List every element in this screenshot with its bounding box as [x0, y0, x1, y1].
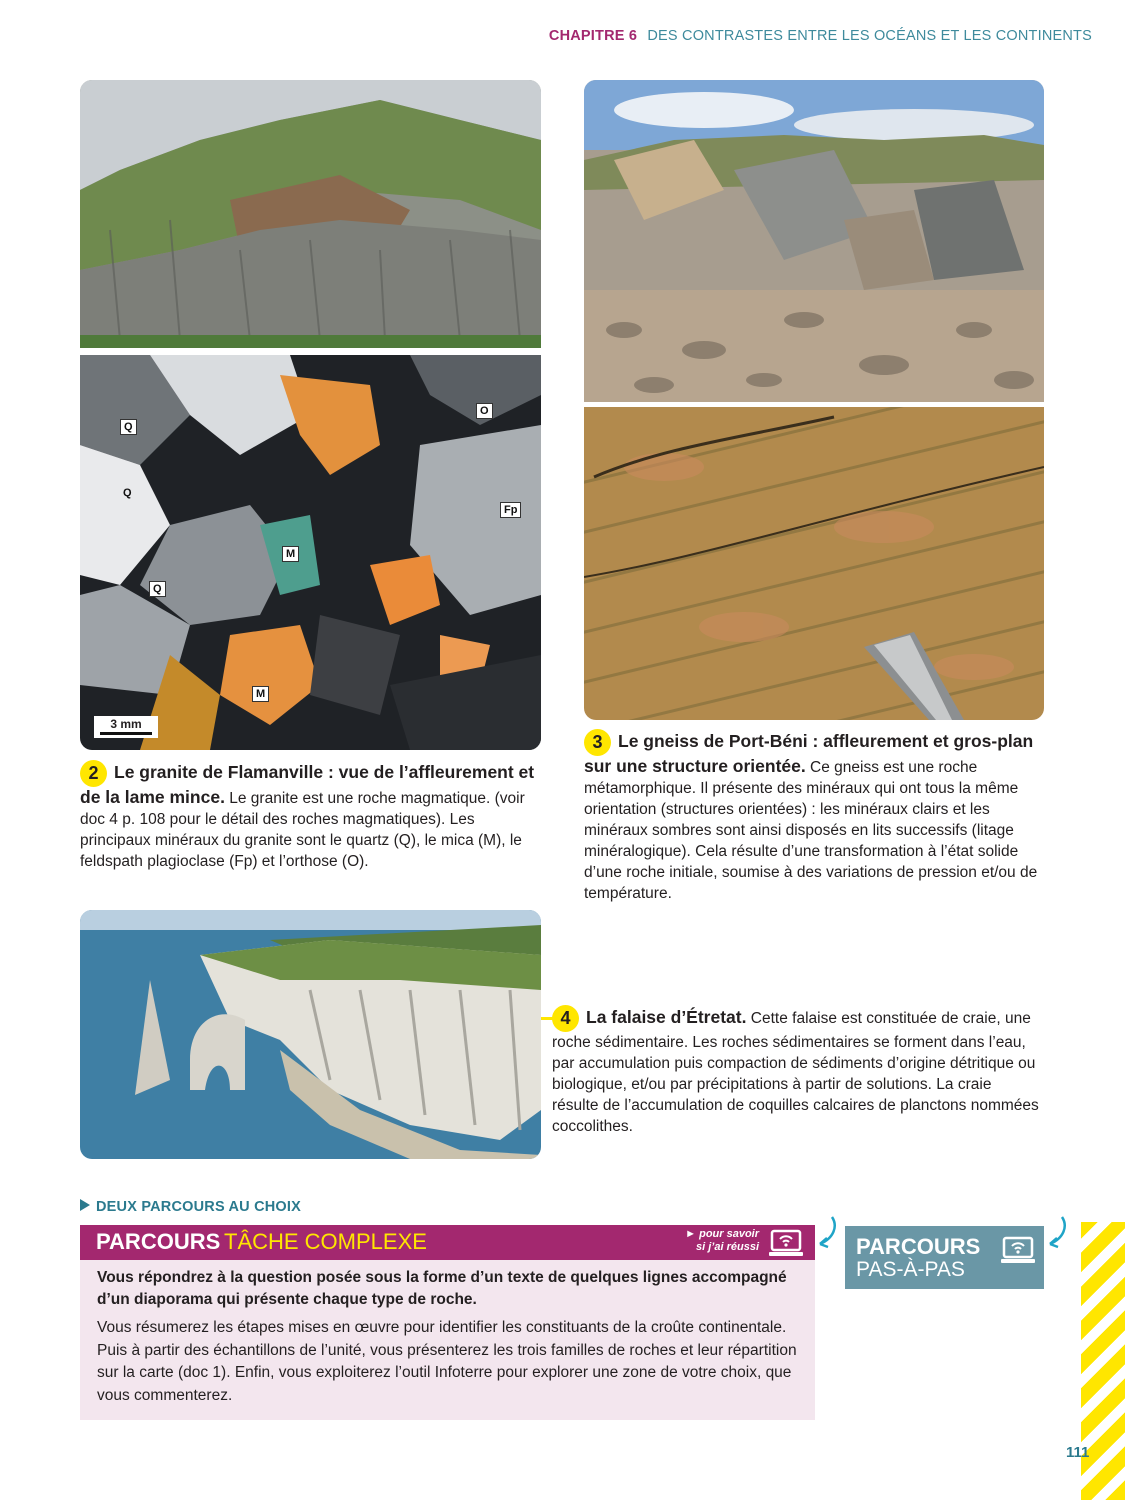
self-check-link[interactable]: ► pour savoir si j’ai réussi	[685, 1228, 759, 1253]
doc2-number: 2	[80, 760, 107, 787]
label-orthose: O	[476, 403, 493, 419]
self-check-line1: pour savoir	[699, 1228, 759, 1240]
chapter-label: CHAPITRE 6	[548, 28, 638, 44]
parcours-label: PARCOURS	[96, 1229, 221, 1254]
curved-arrow-icon	[1042, 1214, 1068, 1250]
label-quartz-2: Q	[123, 487, 132, 499]
doc2-text: Le granite est une roche magmatique. (voir doc 4 p. 108 pour le détail des roches magmatiques). Les principaux minéraux du granite sont le quartz (Q), le mica (M), le feldspath plagioclase (Fp) et l’orthose (O).	[80, 790, 525, 870]
parcours-pas-a-pas-box[interactable]	[845, 1226, 1044, 1289]
parcours-choice-label: DEUX PARCOURS AU CHOIX	[96, 1199, 301, 1215]
gneiss-outcrop-photo	[584, 80, 1044, 402]
parcours-choice-heading	[80, 1199, 301, 1215]
tache-complexe-label: TÂCHE COMPLEXE	[224, 1229, 427, 1254]
doc4-title: La falaise d’Étretat.	[586, 1007, 747, 1027]
curved-arrow-icon	[812, 1214, 838, 1250]
running-header	[549, 28, 1092, 44]
laptop-wifi-icon[interactable]	[769, 1228, 803, 1258]
doc4-number: 4	[552, 1005, 579, 1032]
label-mica-2: M	[252, 686, 269, 702]
doc3-title: Le gneiss de Port-Béni : affleurement et gros-plan sur une structure orientée.	[584, 731, 1034, 776]
page-number: 111	[1066, 1444, 1090, 1461]
scale-bar	[94, 716, 158, 738]
gneiss-closeup-photo	[584, 407, 1044, 720]
doc4-caption	[552, 1005, 1042, 1137]
doc3-text: Ce gneiss est une roche métamorphique. Il présente des minéraux qui ont tous la même orientation (structures orientées) : les minéraux clairs et les minéraux sombres sont ainsi disposés en lits successifs (litage minéralogique). Cela résulte d’une transformation à l’état solide d’une roche initiale, soumise à des variations de pression et/ou de température.	[584, 759, 1038, 902]
label-feldspath: Fp	[500, 502, 521, 518]
doc3-caption	[584, 729, 1044, 904]
etretat-cliff-photo	[80, 910, 541, 1159]
doc3-number: 3	[584, 729, 611, 756]
label-mica-1: M	[282, 546, 299, 562]
pap-line1: PARCOURS	[856, 1234, 981, 1259]
laptop-wifi-icon[interactable]	[1001, 1235, 1035, 1265]
granite-outcrop-photo	[80, 80, 541, 348]
doc2-caption	[80, 760, 540, 872]
parcours-tache-complexe-body	[80, 1260, 815, 1420]
granite-thin-section-photo	[80, 355, 541, 750]
tache-body-text: Vous résumerez les étapes mises en œuvre pour identifier les constituants de la croûte continentale. Puis à partir des échantillons de l’unité, vous présenterez les trois familles de roches et leur répartition sur la carte (doc 1). Enfin, vous exploiterez l’outil Infoterre pour explorer une zone de votre choix, que vous commenterez.	[97, 1319, 797, 1404]
tache-lead-text: Vous répondrez à la question posée sous la forme d’un texte de quelques lignes accompagné d’un diaporama qui présente chaque type de roche.	[97, 1269, 787, 1308]
pap-line2: PAS-À-PAS	[856, 1258, 965, 1281]
scale-label: 3 mm	[110, 717, 142, 731]
self-check-line2: si j’ai réussi	[696, 1241, 759, 1253]
parcours-tache-complexe-header[interactable]	[80, 1225, 815, 1260]
chapter-title: DES CONTRASTES ENTRE LES OCÉANS ET LES CONTINENTS	[647, 28, 1092, 44]
triangle-icon	[80, 1199, 90, 1211]
label-quartz-1: Q	[120, 419, 137, 435]
doc2-title: Le granite de Flamanville : vue de l’affleurement et de la lame mince.	[80, 762, 535, 807]
doc4-text: Cette falaise est constituée de craie, une roche sédimentaire. Les roches sédimentaires se forment dans l’eau, par accumulation puis compaction de sédiments d’origine détritique ou biologique, et/ou par précipitations à partir de solutions. La craie résulte de l’accumulation de coquilles calcaires de planctons nommées coccolithes.	[552, 1010, 1039, 1135]
label-quartz-3: Q	[149, 581, 166, 597]
